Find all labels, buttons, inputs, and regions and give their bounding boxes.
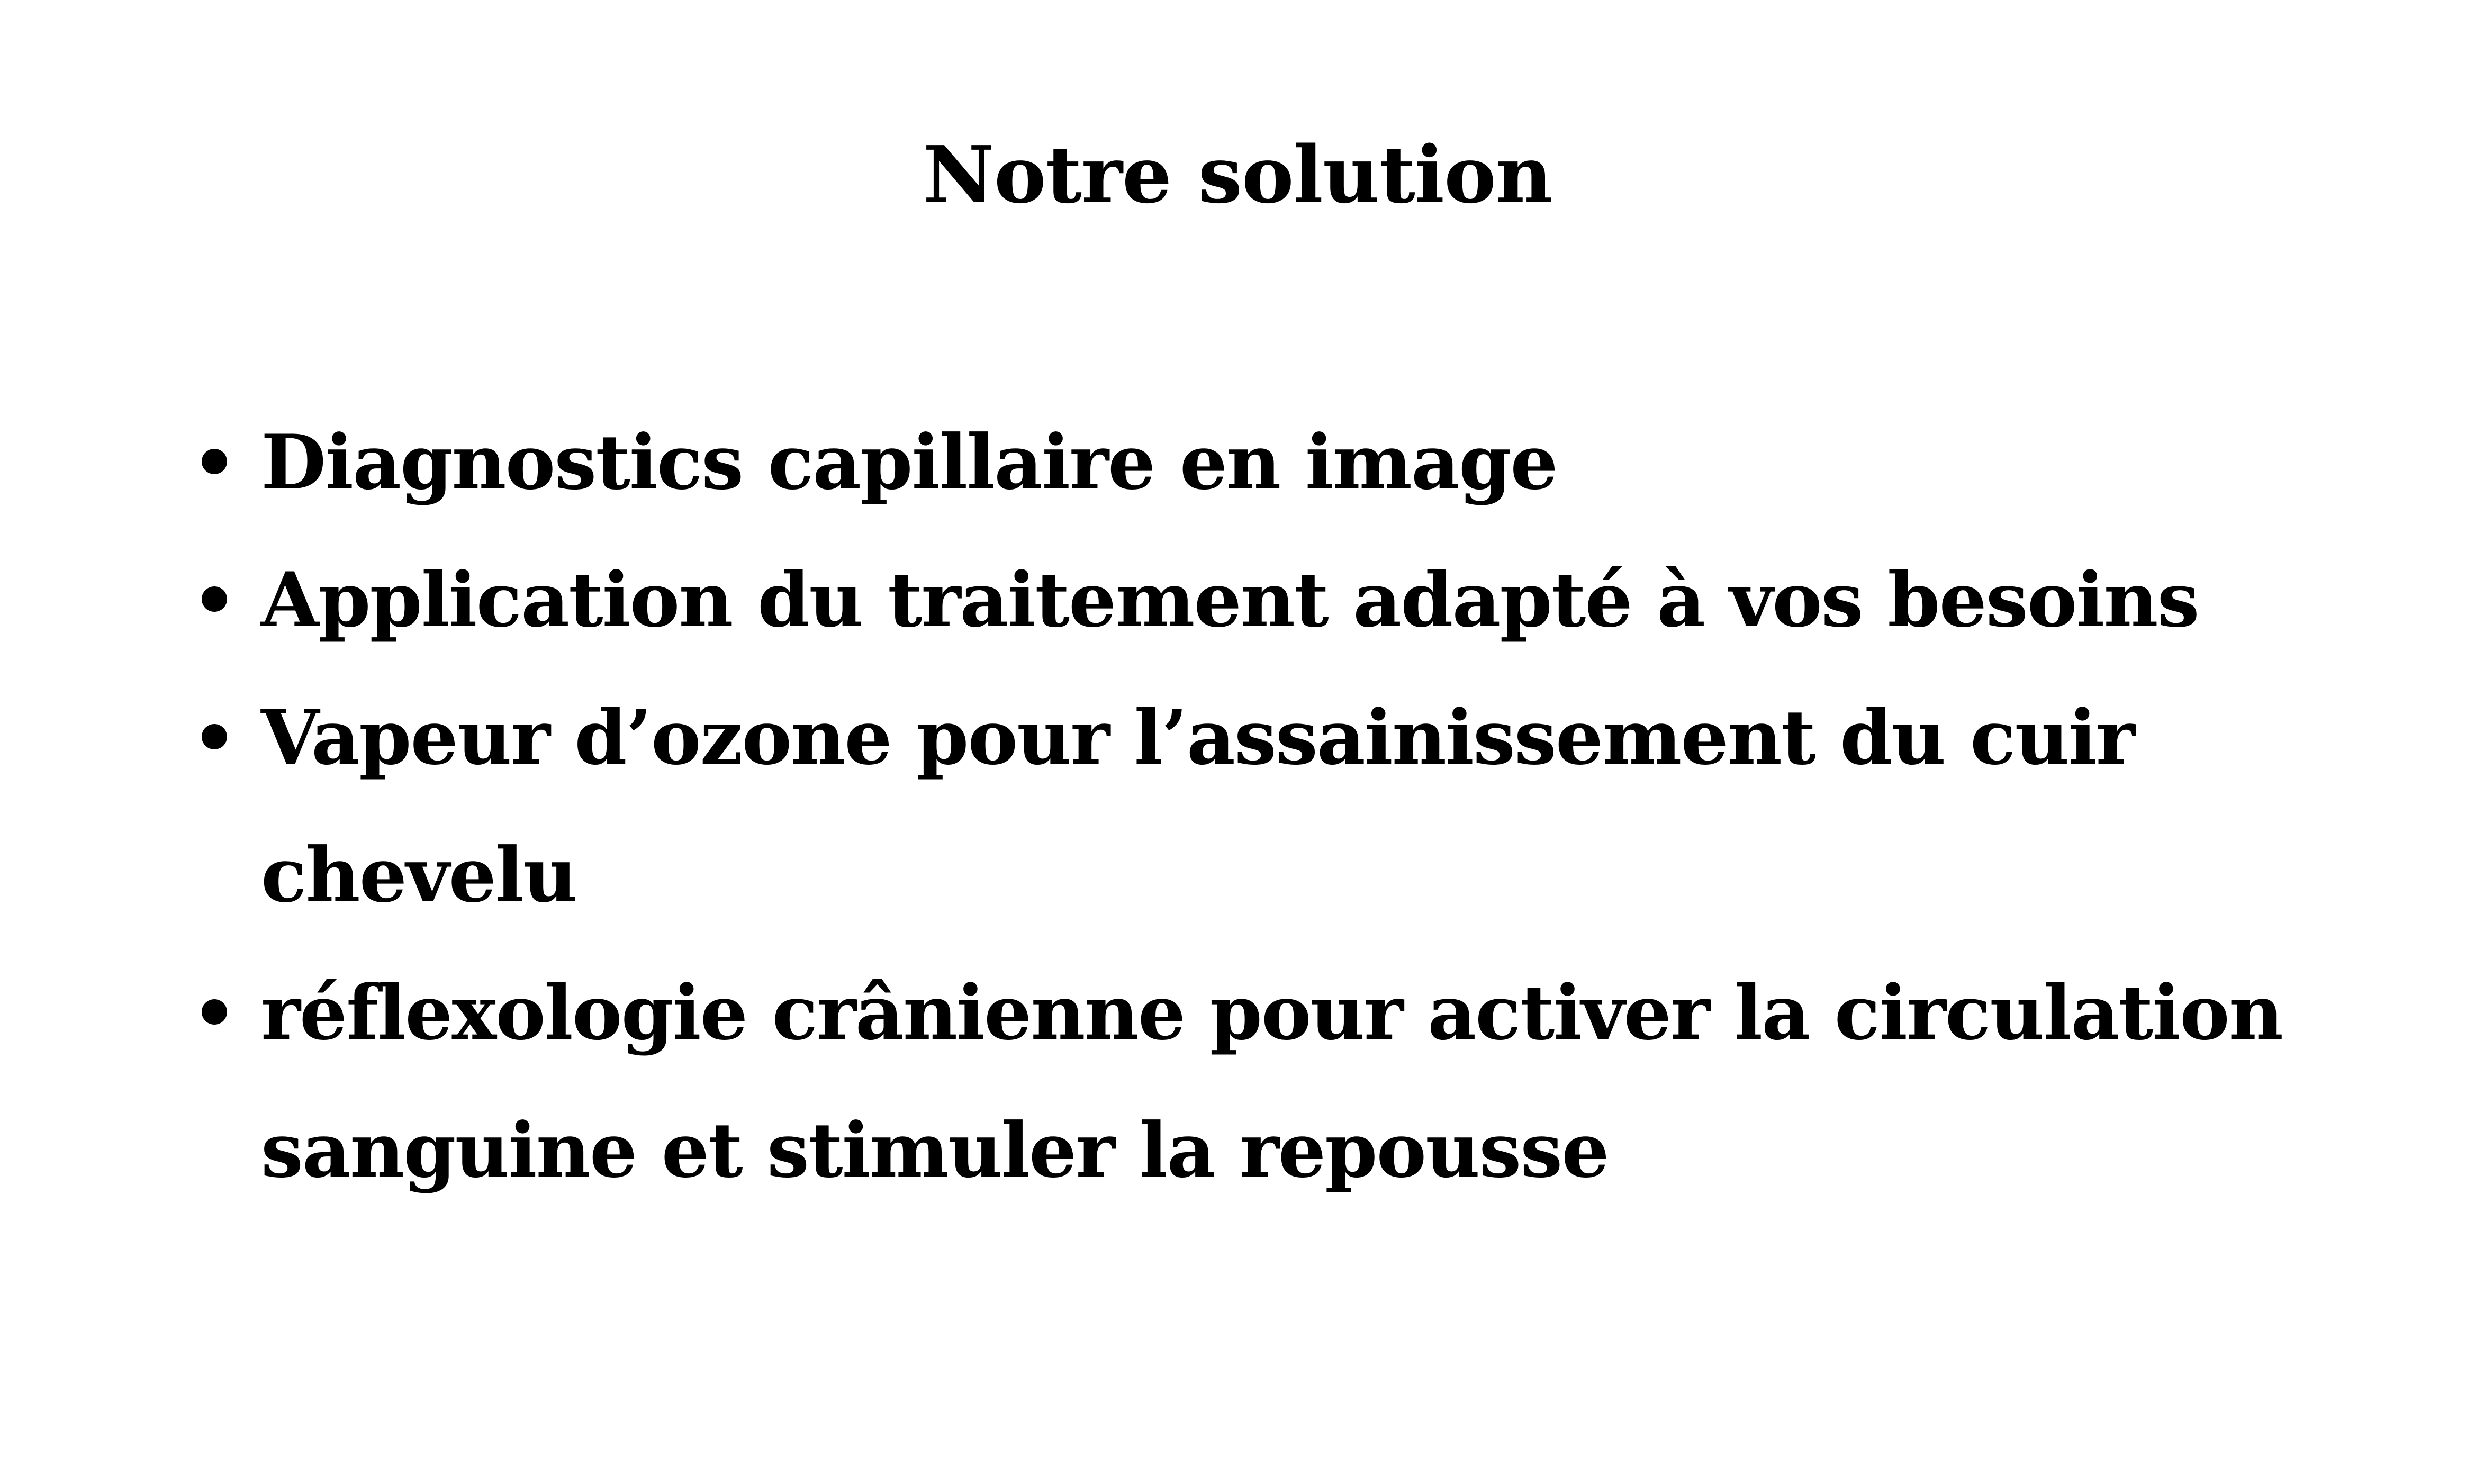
bullet-dot-icon bbox=[202, 999, 227, 1025]
bullet-list bbox=[0, 394, 2475, 1219]
bullet-dot-icon bbox=[202, 449, 227, 474]
slide-title: Notre solution bbox=[923, 129, 1552, 221]
bullet-item bbox=[0, 394, 2352, 531]
bullet-text: Vapeur d’ozone pour l’assainissement du cuir chevelu bbox=[261, 694, 2135, 919]
bullet-item bbox=[0, 531, 2352, 669]
bullet-text: Diagnostics capillaire en image bbox=[261, 419, 1557, 506]
bullet-text: Application du traitement adapté à vos besoins bbox=[261, 556, 2199, 644]
bullet-item bbox=[0, 944, 2352, 1219]
bullet-item bbox=[0, 669, 2352, 944]
bullet-dot-icon bbox=[202, 586, 227, 612]
bullet-text: réflexologie crânienne pour activer la circulation sanguine et stimuler la repousse bbox=[261, 969, 2283, 1195]
bullet-dot-icon bbox=[202, 724, 227, 749]
